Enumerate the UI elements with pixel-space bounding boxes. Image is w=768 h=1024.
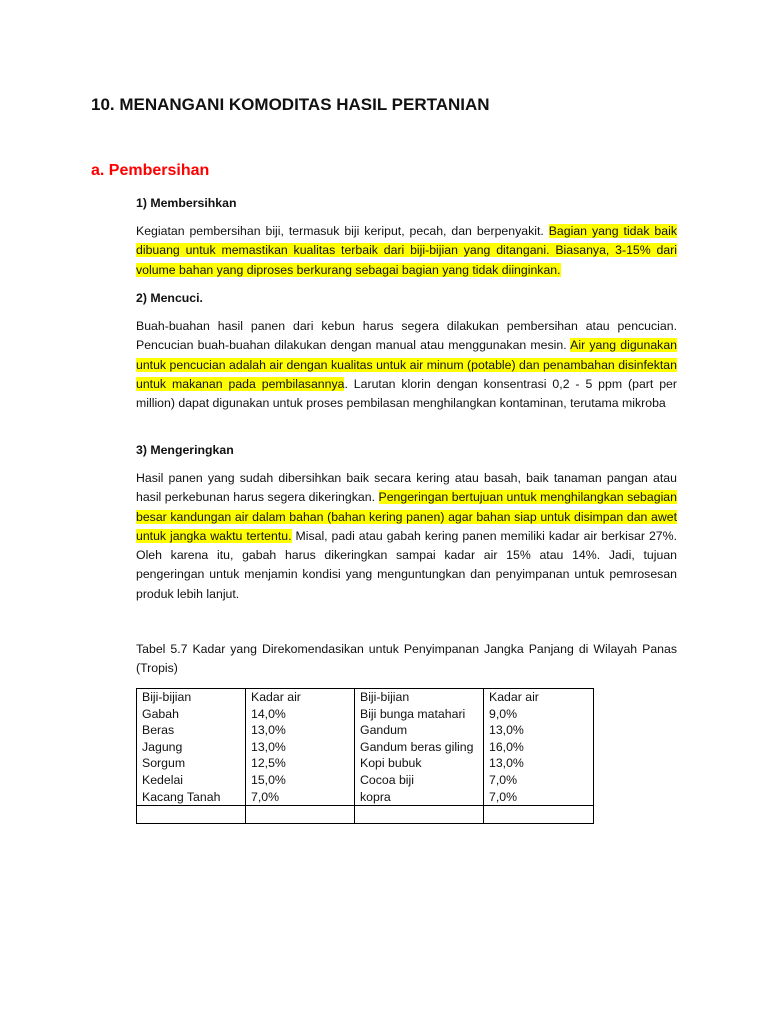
table-cell: Kacang Tanah xyxy=(137,789,246,806)
table-cell: 16,0% xyxy=(484,739,594,756)
subheading-membersihkan: 1) Membersihkan xyxy=(136,196,237,210)
paragraph-text: Hasil panen yang sudah dibersihkan baik secara kering atau basah, baik tanaman pangan atau hasil perkebunan harus segera dikeringkan. xyxy=(136,471,677,505)
table-cell: 9,0% xyxy=(484,706,594,723)
table-row xyxy=(137,755,594,772)
table-empty-row xyxy=(137,806,594,824)
header-cell: Kadar air xyxy=(246,689,355,706)
table-cell: 13,0% xyxy=(484,755,594,772)
table-row xyxy=(137,722,594,739)
table-cell: Kedelai xyxy=(137,772,246,789)
header-cell: Biji-bijian xyxy=(355,689,484,706)
table-cell: Cocoa biji xyxy=(355,772,484,789)
table-cell: Sorgum xyxy=(137,755,246,772)
table-row xyxy=(137,772,594,789)
table-row xyxy=(137,706,594,723)
subheading-mengeringkan: 3) Mengeringkan xyxy=(136,443,234,457)
subheading-mencuci: 2) Mencuci. xyxy=(136,291,203,305)
table-cell: 12,5% xyxy=(246,755,355,772)
paragraph-text: Kegiatan pembersihan biji, termasuk biji keriput, pecah, dan berpenyakit. xyxy=(136,224,549,238)
table-cell-empty xyxy=(137,806,246,824)
table-cell: kopra xyxy=(355,789,484,806)
highlighted-text: Pengeringan bertujuan untuk menghilangkan sebagian besar kandungan air dalam bahan (bahan kering panen) agar bahan siap untuk disimpan dan awet untuk jangka waktu tertentu. xyxy=(136,490,677,543)
table-cell: 15,0% xyxy=(246,772,355,789)
table-cell: Gandum xyxy=(355,722,484,739)
table-cell: Biji bunga matahari xyxy=(355,706,484,723)
table-cell: 14,0% xyxy=(246,706,355,723)
table-cell: 13,0% xyxy=(246,722,355,739)
table-cell-empty xyxy=(484,806,594,824)
paragraph-text: Misal, padi atau gabah kering panen memiliki kadar air berkisar 27%. Oleh karena itu, gabah harus dikeringkan sampai kadar air 15% atau 14%. Jadi, tujuan pengeringan untuk menjamin kondisi yang menguntungkan dan penyimpanan untuk pemrosesan produk lebih lanjut. xyxy=(136,528,677,601)
paragraph-mengeringkan xyxy=(136,469,677,604)
table-cell: Kopi bubuk xyxy=(355,755,484,772)
paragraph-mencuci xyxy=(136,317,677,413)
table-row xyxy=(137,739,594,756)
table-header-row xyxy=(137,689,594,706)
table-cell-empty xyxy=(246,806,355,824)
table-cell: Gandum beras giling xyxy=(355,739,484,756)
table-cell: 7,0% xyxy=(246,789,355,806)
header-cell: Biji-bijian xyxy=(137,689,246,706)
paragraph-text: . Larutan klorin dengan konsentrasi 0,2 - 5 ppm (part per million) dapat digunakan untuk proses pembilasan menghilangkan kontaminan, terutama mikroba xyxy=(136,376,677,411)
header-cell: Kadar air xyxy=(484,689,594,706)
table-cell: Jagung xyxy=(137,739,246,756)
paragraph-membersihkan xyxy=(136,222,677,280)
table-cell: 7,0% xyxy=(484,789,594,806)
highlighted-text: Bagian yang tidak baik dibuang untuk memastikan kualitas terbaik dari biji-bijian yang ditangani. Biasanya, 3-15% dari volume bahan yang diproses berkurang sebagai bagian yang tidak diinginkan. xyxy=(136,224,677,277)
table-row xyxy=(137,789,594,806)
moisture-table xyxy=(136,688,594,824)
highlighted-text: Air yang digunakan untuk pencucian adalah air dengan kualitas untuk air minum (potable) dan penambahan disinfektan untuk makanan pada pembilasannya xyxy=(136,338,677,391)
table-cell-empty xyxy=(355,806,484,824)
section-heading-pembersihan: a. Pembersihan xyxy=(91,162,210,179)
table-cell: 13,0% xyxy=(484,722,594,739)
table-cell: 7,0% xyxy=(484,772,594,789)
page-title: 10. MENANGANI KOMODITAS HASIL PERTANIAN xyxy=(91,95,490,114)
table-cell: Gabah xyxy=(137,706,246,723)
table-caption: Tabel 5.7 Kadar yang Direkomendasikan untuk Penyimpanan Jangka Panjang di Wilayah Panas (Tropis) xyxy=(136,642,677,675)
table-cell: 13,0% xyxy=(246,739,355,756)
paragraph-text: Buah-buahan hasil panen dari kebun harus segera dilakukan pembersihan atau pencucian. Pencucian buah-buahan dilakukan dengan manual atau menggunakan mesin. xyxy=(136,319,677,353)
table-cell: Beras xyxy=(137,722,246,739)
